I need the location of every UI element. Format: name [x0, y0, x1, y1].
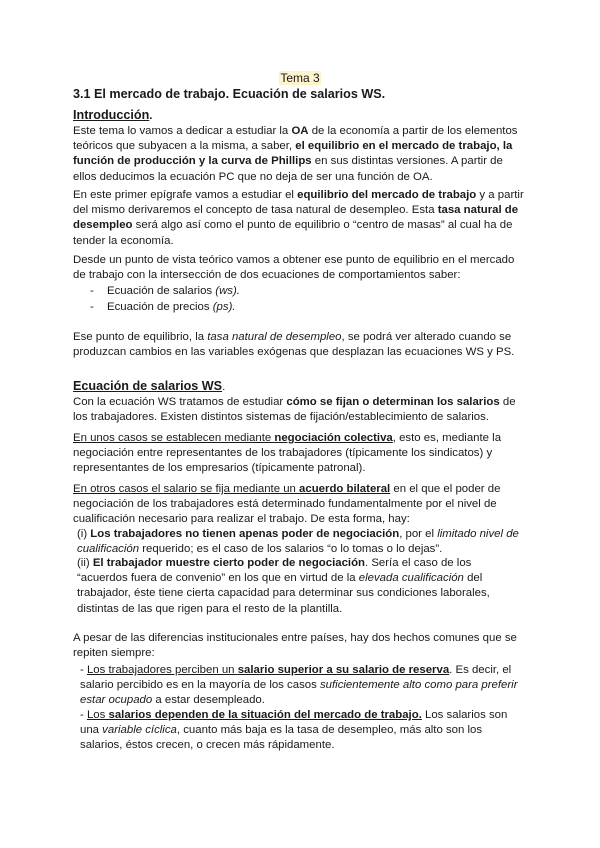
intro-paragraph-1: Este tema lo vamos a dedicar a estudiar la OA de la economía a partir de los elementos teóricos que subyacen a la misma, a saber, el equilibrio en el mercado de trabajo, la función de producción y la curva de Phillips en sus distintas versiones. A partir de ellos deducimos la ecuación PC que no deja de ser una función de OA. [73, 125, 518, 183]
list-item: - Ecuación de salarios (ws). [90, 285, 240, 297]
intro-paragraph-3: Desde un punto de vista teórico vamos a obtener ese punto de equilibrio en el mercado de trabajo con la intersección de dos ecuaciones de comportamientos saber: [73, 254, 515, 282]
ws-paragraph-3: En otros casos el salario se fija mediante un acuerdo bilateral en el que el poder de negociación de los trabajadores está determinado fundamentalmente por el nivel de cualificación necesario para realizar el trabajo. De esta forma, hay: [73, 483, 501, 526]
intro-heading: Introducción. [73, 108, 153, 122]
list-item: (i) Los trabajadores no tienen apenas poder de negociación, por el limitado nivel de cualificación requerido; es el caso de los salarios “o lo tomas o lo dejas”. [77, 528, 519, 556]
ws-heading: Ecuación de salarios WS. [73, 379, 226, 393]
ws-paragraph-4: A pesar de las diferencias institucionales entre países, hay dos hechos comunes que se repiten siempre: [73, 632, 517, 660]
intro-paragraph-4: Ese punto de equilibrio, la tasa natural de desempleo, se podrá ver alterado cuando se produzcan cambios en las variables exógenas que desplazan las ecuaciones WS y PS. [73, 331, 515, 359]
intro-paragraph-2: En este primer epígrafe vamos a estudiar el equilibrio del mercado de trabajo y a partir del mismo derivaremos el concepto de tasa natural de desempleo. Esta tasa natural de desempleo será algo así como el punto de equilibrio o “centro de masas” al cual ha de tender la economía. [73, 189, 524, 247]
list-item: (ii) El trabajador muestre cierto poder de negociación. Sería el caso de los “acuerdos fuera de convenio” en los que en virtud de la elevada cualificación del trabajador, éste tiene cierta capacidad para determinar sus condiciones laborales, distintas de las que rigen para el resto de la plantilla. [77, 557, 490, 615]
ws-paragraph-2: En unos casos se establecen mediante negociación colectiva, esto es, mediante la negociación entre representantes de los trabajadores (típicamente los sindicatos) y representantes de los empresarios (típicamente patronal). [73, 432, 502, 475]
ws-paragraph-1: Con la ecuación WS tratamos de estudiar cómo se fijan o determinan los salarios de los trabajadores. Existen distintos sistemas de fijación/establecimiento de salarios. [73, 396, 516, 424]
tema-label: Tema 3 [280, 71, 320, 85]
list-item: - Ecuación de precios (ps). [90, 301, 236, 313]
list-item: - Los trabajadores perciben un salario superior a su salario de reserva. Es decir, el salario percibido es en la mayoría de los casos suficientemente alto como para preferir estar ocupado a estar desempleado. [80, 664, 518, 707]
list-item: - Los salarios dependen de la situación del mercado de trabajo. Los salarios son una variable cíclica, cuanto más baja es la tasa de desempleo, más alto son los salarios, éstos crecen, o crecen más rápidamente. [80, 709, 508, 752]
section-heading: 3.1 El mercado de trabajo. Ecuación de salarios WS. [73, 87, 386, 101]
